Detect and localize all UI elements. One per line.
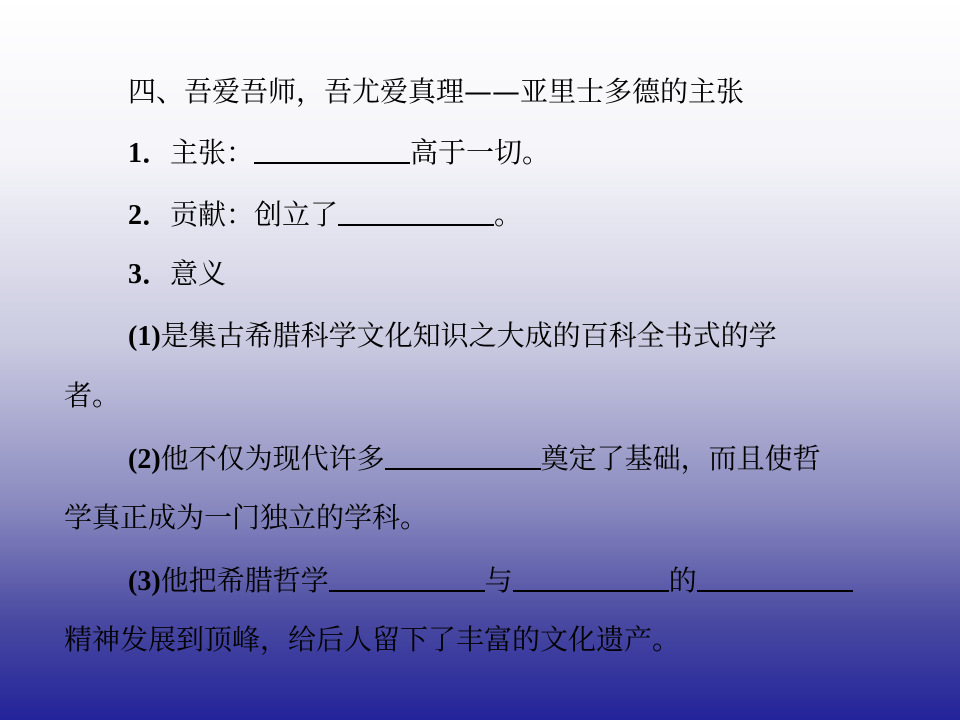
sub-2-text-before: 他不仅为现代许多 [160, 442, 385, 475]
item-1-tail: 高于一切。 [410, 136, 551, 169]
fill-blank-4 [329, 562, 485, 592]
item-1 [128, 134, 960, 172]
sub-3-line-2 [64, 622, 904, 658]
item-1-number: 1． [128, 138, 171, 169]
item-2-tail: 。 [494, 198, 523, 231]
sub-3-number: (3) [128, 566, 161, 597]
sub-2-number: (2) [128, 444, 161, 475]
sub-1-line-1 [128, 318, 960, 355]
sub-3-line-1 [128, 562, 960, 600]
fill-blank-2 [338, 196, 494, 226]
sub-1-number: (1) [128, 321, 161, 352]
fill-blank-1 [254, 134, 410, 164]
item-2-label: 贡献：创立了 [170, 198, 339, 231]
sub-2-text-after: 奠定了基础，而且使哲 [540, 442, 821, 475]
item-2-number: 2． [128, 200, 171, 231]
sub-1-text: 是集古希腊科学文化知识之大成的百科全书式的学 [160, 319, 777, 352]
heading-text: 四、吾爱吾师，吾尤爱真理——亚里士多德的主张 [128, 75, 745, 108]
item-3-label: 意义 [170, 257, 227, 290]
sub-3-text-mid-2: 的 [668, 564, 697, 597]
item-3-number: 3． [128, 259, 171, 290]
item-1-label: 主张： [170, 136, 255, 169]
item-2 [128, 196, 960, 234]
sub-1-continuation: 者。 [64, 379, 121, 412]
fill-blank-5 [513, 562, 669, 592]
fill-blank-3 [385, 440, 541, 470]
sub-2-line-2 [64, 500, 904, 536]
sub-1-line-2 [64, 378, 904, 414]
sub-3-text-before: 他把希腊哲学 [160, 564, 329, 597]
sub-3-continuation: 精神发展到顶峰，给后人留下了丰富的文化遗产。 [64, 623, 681, 656]
fill-blank-6 [697, 562, 853, 592]
item-3 [128, 256, 960, 293]
sub-3-text-mid-1: 与 [484, 564, 513, 597]
section-heading [128, 74, 960, 110]
sub-2-line-1 [128, 440, 960, 478]
sub-2-continuation: 学真正成为一门独立的学科。 [64, 501, 429, 534]
